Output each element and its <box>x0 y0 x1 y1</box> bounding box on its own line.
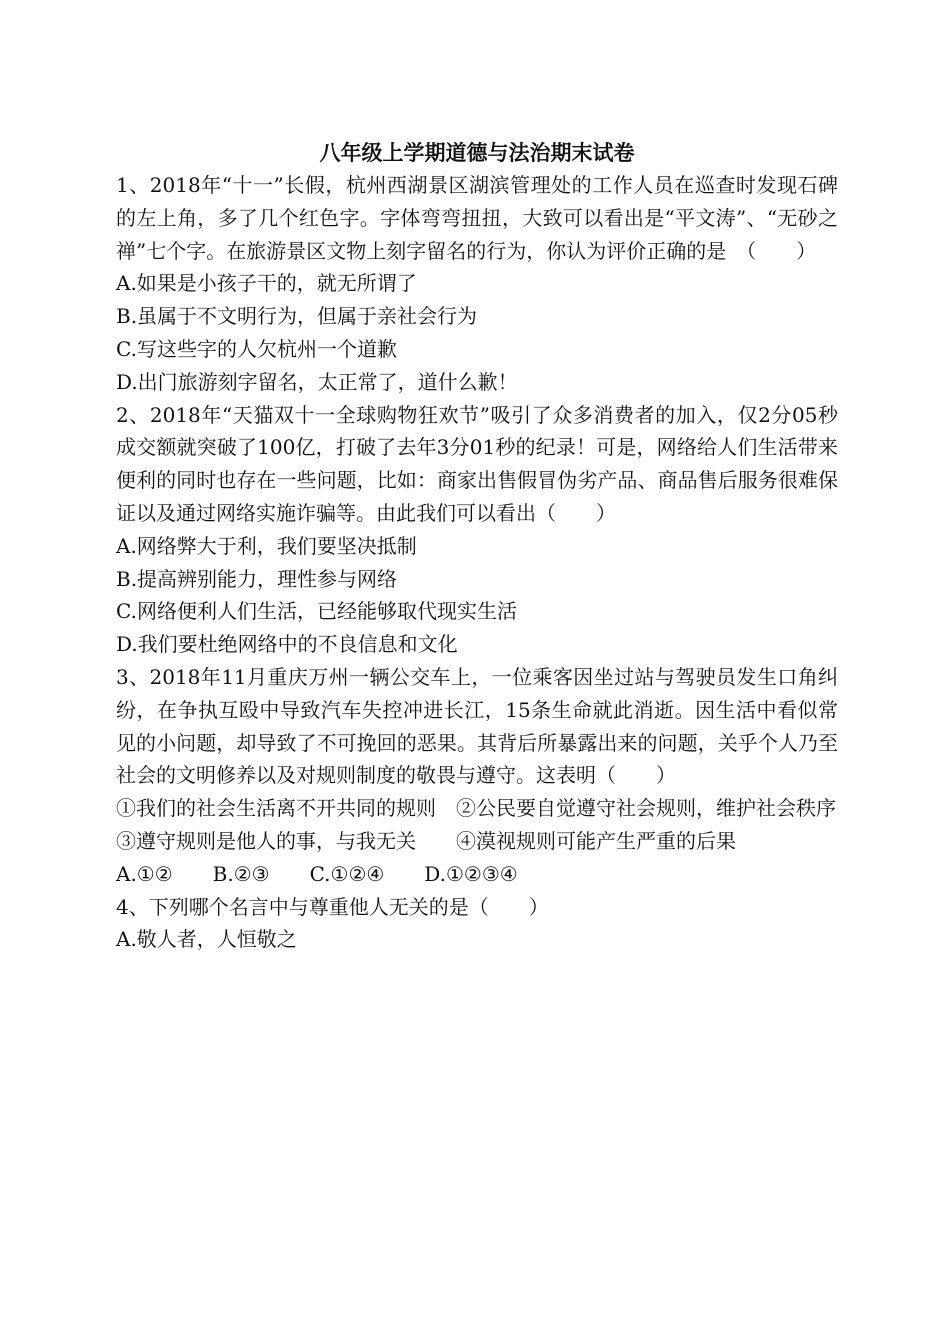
question-1-option-b: B.虽属于不文明行为，但属于亲社会行为 <box>116 304 478 329</box>
exam-page <box>116 137 838 956</box>
question-4-stem: 4、下列哪个名言中与尊重他人无关的是（ ） <box>116 894 549 919</box>
question-1-option-a: A.如果是小孩子干的，就无所谓了 <box>116 271 417 296</box>
page-title: 八年级上学期道德与法治期末试卷 <box>319 140 635 165</box>
question-2-option-d: D.我们要杜绝网络中的不良信息和文化 <box>116 632 458 657</box>
question-2-option-c: C.网络便利人们生活，已经能够取代现实生活 <box>116 599 517 624</box>
question-2 <box>116 399 838 661</box>
question-1-stem: 1、2018年“十一”长假，杭州西湖景区湖滨管理处的工作人员在巡查时发现石碑的左上角，多了几个红色字。字体弯弯扭扭，大致可以看出是“平文涛”、“无砂之禅”七个字。在旅游景区文物上刻字留名的行为，你认为评价正确的是 （ ） <box>116 173 838 263</box>
question-2-option-b: B.提高辨别能力，理性参与网络 <box>116 566 398 591</box>
question-2-stem: 2、2018年“天猫双十一全球购物狂欢节”吸引了众多消费者的加入，仅2分05秒成交额就突破了100亿，打破了去年3分01秒的纪录！可是，网络给人们生活带来便利的同时也存在一些问题，比如：商家出售假冒伪劣产品、商品售后服务很难保证以及通过网络实施诈骗等。由此我们可以看出（ ） <box>116 402 838 525</box>
question-2-option-a: A.网络弊大于利，我们要坚决抵制 <box>116 533 417 558</box>
question-3 <box>116 661 838 891</box>
question-3-items-1-2: ①我们的社会生活离不开共同的规则 ②公民要自觉遵守社会规则，维护社会秩序 <box>116 796 836 821</box>
question-3-items-3-4: ③遵守规则是他人的事，与我无关 ④漠视规则可能产生严重的后果 <box>116 828 736 853</box>
question-4 <box>116 891 838 957</box>
question-1 <box>116 169 838 399</box>
question-3-options: A.①② B.②③ C.①②④ D.①②③④ <box>116 861 518 886</box>
question-1-option-d: D.出门旅游刻字留名，太正常了，道什么歉！ <box>116 369 518 394</box>
question-4-option-a: A.敬人者，人恒敬之 <box>116 927 297 952</box>
question-3-stem: 3、2018年11月重庆万州一辆公交车上，一位乘客因坐过站与驾驶员发生口角纠纷，在争执互殴中导致汽车失控冲进长江，15条生命就此消逝。因生活中看似常见的小问题，却导致了不可挽回的恶果。其背后所暴露出来的问题，关乎个人乃至社会的文明修养以及对规则制度的敬畏与遵守。这表明（ ） <box>116 664 838 788</box>
question-1-option-c: C.写这些字的人欠杭州一个道歉 <box>116 336 397 361</box>
